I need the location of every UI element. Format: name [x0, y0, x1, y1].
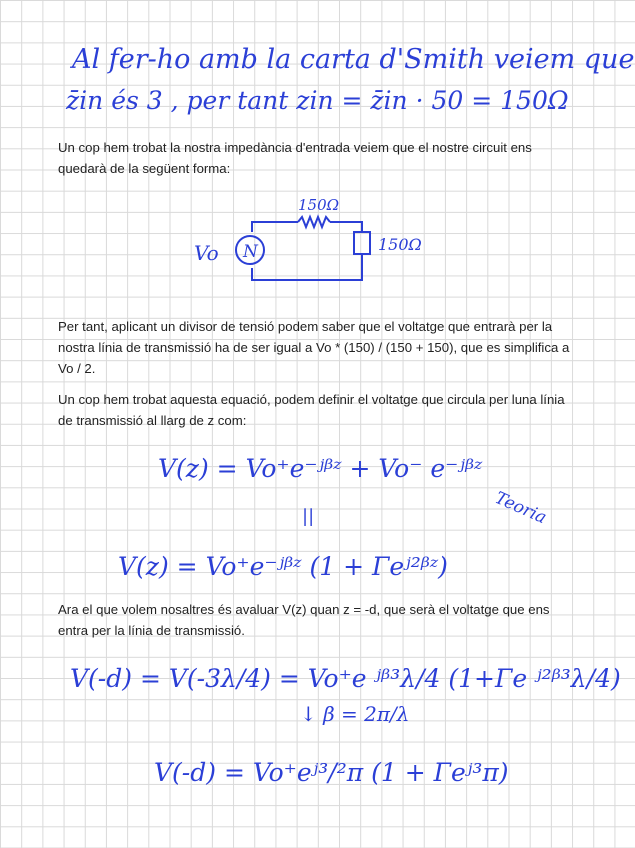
source-symbol: N: [243, 242, 258, 262]
equals-symbol: ||: [302, 506, 315, 527]
right-resistor: [354, 232, 370, 254]
margin-note-teoria: Teoria: [491, 488, 550, 529]
paragraph-2: Per tant, aplicant un divisor de tensió podem saber que el voltatge que entrarà per la nostra línia de transmissió ha de ser igual a Vo * (150) / (150 + 150), que es simplifica a Vo / 2.: [58, 319, 570, 376]
circuit-wires: [252, 222, 362, 280]
equation-3: V(-d) = V(-3λ/4) = Vo⁺e ʲᵝ³λ/4 (1+Γe ʲ²ᵝ³λ/4): [70, 664, 621, 693]
paragraph-4: Ara el que volem nosaltres és avaluar V(z) quan z = -d, que serà el voltatge que ens entra per la línia de transmissió.: [58, 602, 550, 638]
equation-4: V(-d) = Vo⁺eʲ³/²π (1 + Γeʲ³π): [154, 758, 509, 787]
paragraph-1: Un cop hem trobat la nostra impedància d'entrada veiem que el nostre circuit ens quedarà de la següent forma:: [58, 140, 532, 176]
equation-1: V(z) = Vo⁺e⁻ʲᵝᶻ + Vo⁻ e⁻ʲᵝᶻ: [158, 454, 483, 483]
top-resistor-label: 150Ω: [298, 196, 340, 214]
equation-2: V(z) = Vo⁺e⁻ʲᵝᶻ (1 + Γeʲ²ᵝᶻ): [118, 552, 448, 581]
top-resistor: [298, 217, 330, 227]
beta-definition: ↓ β = 2π/λ: [300, 702, 410, 726]
right-resistor-label: 150Ω: [378, 235, 422, 254]
source-label: Vo: [194, 241, 219, 265]
handwritten-line-1: Al fer-ho amb la carta d'Smith veiem que: [72, 44, 635, 75]
handwritten-line-2: z̄in és 3 , per tant zin = z̄in · 50 = 150Ω: [66, 86, 569, 115]
circuit-diagram: [190, 192, 450, 292]
paragraph-3: Un cop hem trobat aquesta equació, podem definir el voltatge que circula per luna línia de transmissió al llarg de z com:: [58, 392, 565, 428]
